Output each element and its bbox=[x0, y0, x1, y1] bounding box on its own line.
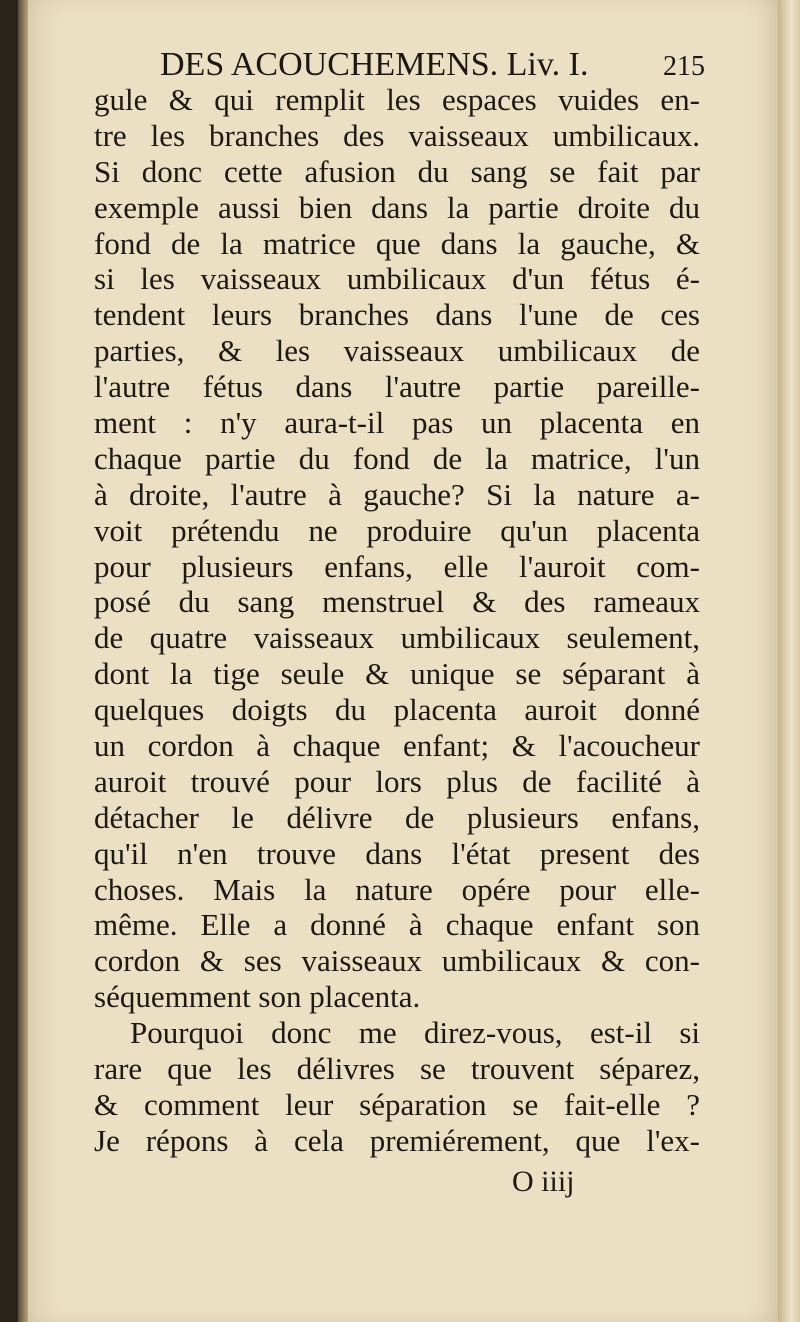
text-line: Je répons à cela premiérement, que l'ex- bbox=[94, 1122, 700, 1158]
text-line: parties, & les vaisseaux umbilicaux de bbox=[94, 333, 700, 369]
text-line: chaque partie du fond de la matrice, l'un bbox=[94, 440, 700, 476]
text-line: ment : n'y aura-t-il pas un placenta en bbox=[94, 405, 700, 441]
paragraph-first-line: Pourquoi donc me direz-vous, est-il si bbox=[130, 1015, 700, 1051]
paragraph-last-line: séquemment son placenta. bbox=[94, 979, 421, 1015]
text-line: voit prétendu ne produire qu'un placenta bbox=[94, 512, 700, 548]
text-line: rare que les délivres se trouvent séparez, bbox=[94, 1051, 700, 1087]
text-line: tre les branches des vaisseaux umbilicaux. bbox=[94, 117, 700, 153]
text-line: Si donc cette afusion du sang se fait par bbox=[94, 153, 700, 189]
running-title: DES ACOUCHEMENS. Liv. I. bbox=[160, 46, 589, 83]
text-line: auroit trouvé pour lors plus de facilité à bbox=[94, 763, 700, 799]
text-line: exemple aussi bien dans la partie droite du bbox=[94, 189, 700, 225]
text-line: l'autre fétus dans l'autre partie pareille- bbox=[94, 369, 700, 405]
text-line: fond de la matrice que dans la gauche, & bbox=[94, 225, 700, 261]
text-line: & comment leur séparation se fait-elle ? bbox=[94, 1086, 700, 1122]
body-text bbox=[94, 82, 700, 1159]
text-line: détacher le délivre de plusieurs enfans, bbox=[94, 799, 700, 835]
text-line: cordon & ses vaisseaux umbilicaux & con- bbox=[94, 943, 700, 979]
text-line: à droite, l'autre à gauche? Si la nature a- bbox=[94, 476, 700, 512]
text-line: pour plusieurs enfans, elle l'auroit com- bbox=[94, 548, 700, 584]
signature-mark: O iiij bbox=[512, 1165, 575, 1198]
text-line: tendent leurs branches dans l'une de ces bbox=[94, 297, 700, 333]
text-line: gule & qui remplit les espaces vuides en- bbox=[94, 82, 700, 117]
text-line: choses. Mais la nature opére pour elle- bbox=[94, 871, 700, 907]
text-line: de quatre vaisseaux umbilicaux seulement, bbox=[94, 620, 700, 656]
page-number: 215 bbox=[663, 51, 705, 82]
text-line: qu'il n'en trouve dans l'état present des bbox=[94, 835, 700, 871]
text-line: un cordon à chaque enfant; & l'acoucheur bbox=[94, 728, 700, 764]
page-edge bbox=[778, 0, 800, 1322]
book-page bbox=[18, 0, 778, 1322]
text-line: dont la tige seule & unique se séparant à bbox=[94, 656, 700, 692]
text-line: quelques doigts du placenta auroit donné bbox=[94, 692, 700, 728]
text-line: même. Elle a donné à chaque enfant son bbox=[94, 907, 700, 943]
page-gutter-shadow bbox=[18, 0, 28, 1322]
text-line: si les vaisseaux umbilicaux d'un fétus é- bbox=[94, 261, 700, 297]
text-line: posé du sang menstruel & des rameaux bbox=[94, 584, 700, 620]
